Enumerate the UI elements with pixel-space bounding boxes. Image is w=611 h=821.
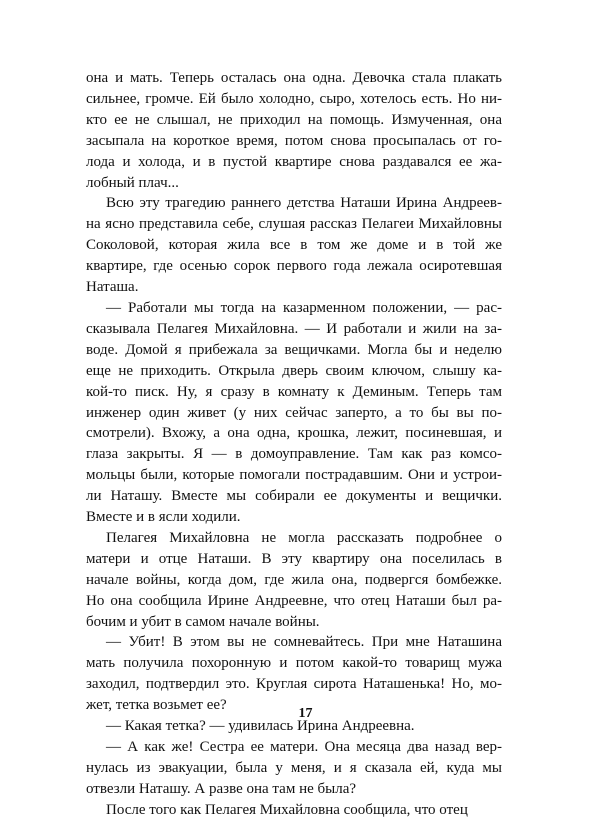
text-line: мольцы были, которые помогали пострадавшим. Они и устрои- bbox=[86, 467, 502, 484]
text-line: Пелагея Михайловна не могла рассказать подробнее о bbox=[106, 529, 502, 546]
paragraph bbox=[86, 632, 502, 716]
paragraph bbox=[86, 193, 502, 298]
text-line: матери и отце Наташи. В эту квартиру она поселилась в bbox=[86, 550, 502, 567]
text-line: начале войны, когда дом, где жила она, подвергся бомбежке. bbox=[86, 571, 502, 588]
text-line: Вместе и в ясли ходили. bbox=[86, 509, 241, 526]
text-line: Наташа. bbox=[86, 279, 139, 296]
paragraph bbox=[86, 737, 502, 800]
text-line: бочим и убит в самом начале войны. bbox=[86, 613, 320, 630]
text-line: кто ее не слышал, не приходил на помощь. Измученная, она bbox=[86, 111, 502, 128]
paragraph bbox=[86, 528, 502, 633]
text-line: После того как Пелагея Михайловна сообщила, что отец bbox=[106, 801, 468, 818]
text-line: отвезли Наташу. А разве она там не была? bbox=[86, 780, 357, 797]
text-line: — Работали мы тогда на казарменном положении, — рас- bbox=[106, 299, 502, 316]
text-line: ли Наташу. Вместе мы собирали ее документы и вещички. bbox=[86, 488, 502, 505]
text-line: кой-то писк. Ну, я сразу в комнату к Деминым. Теперь там bbox=[86, 383, 502, 400]
text-line: засыпала на короткое время, потом снова просыпалась от го- bbox=[86, 132, 502, 149]
text-line: — Какая тетка? — удивилась Ирина Андреевна. bbox=[106, 718, 415, 735]
text-line: смотрели). Вхожу, а она одна, крошка, лежит, посиневшая, и bbox=[86, 425, 502, 442]
text-line: заходил, подтвердил это. Круглая сирота Наташенька! Но, мо- bbox=[86, 676, 502, 693]
paragraph bbox=[86, 68, 502, 193]
text-line: Но она сообщила Ирине Андреевне, что отец Наташи был ра- bbox=[86, 592, 502, 609]
text-line: квартире, где осенью сорок первого года лежала осиротевшая bbox=[86, 258, 502, 275]
text-line: Соколовой, которая жила все в том же доме и в той же bbox=[86, 237, 502, 254]
text-line: сказывала Пелагея Михайловна. — И работали и жили на за- bbox=[86, 320, 502, 337]
text-line: нулась из эвакуации, была у меня, и я сказала ей, куда мы bbox=[86, 759, 502, 776]
text-line: Всю эту трагедию раннего детства Наташи Ирина Андреев- bbox=[106, 195, 502, 212]
text-line: лобный плач... bbox=[86, 174, 179, 191]
paragraph bbox=[86, 298, 502, 528]
text-line: — Убит! В этом вы не сомневайтесь. При мне Наташина bbox=[106, 634, 502, 651]
text-line: инженер один живет (у них сейчас заперто, а то бы вы по- bbox=[86, 404, 502, 421]
text-line: воде. Домой я прибежала за вещичками. Могла бы и неделю bbox=[86, 341, 502, 358]
text-line: жет, тетка возьмет ее? bbox=[86, 697, 227, 714]
text-line: еще не приходить. Открыла дверь своим ключом, слышу ка- bbox=[86, 362, 502, 379]
text-line: — А как же! Сестра ее матери. Она месяца два назад вер- bbox=[106, 739, 502, 755]
paragraph bbox=[86, 800, 502, 821]
page-number: 17 bbox=[298, 706, 313, 721]
text-line: сильнее, громче. Ей было холодно, сыро, хотелось есть. Но ни- bbox=[86, 90, 502, 107]
text-line: лода и холода, и в пустой квартире снова раздавался ее жа- bbox=[86, 153, 502, 170]
text-line: глаза закрыты. Я — в домоуправление. Там как раз комсо- bbox=[86, 446, 502, 463]
text-line: она и мать. Теперь осталась она одна. Девочка стала плакать bbox=[86, 70, 502, 86]
text-line: мать получила похоронную и потом какой-то товарищ мужа bbox=[86, 655, 502, 672]
text-line: на ясно представила себе, слушая рассказ Пелагеи Михайловны bbox=[86, 216, 502, 233]
